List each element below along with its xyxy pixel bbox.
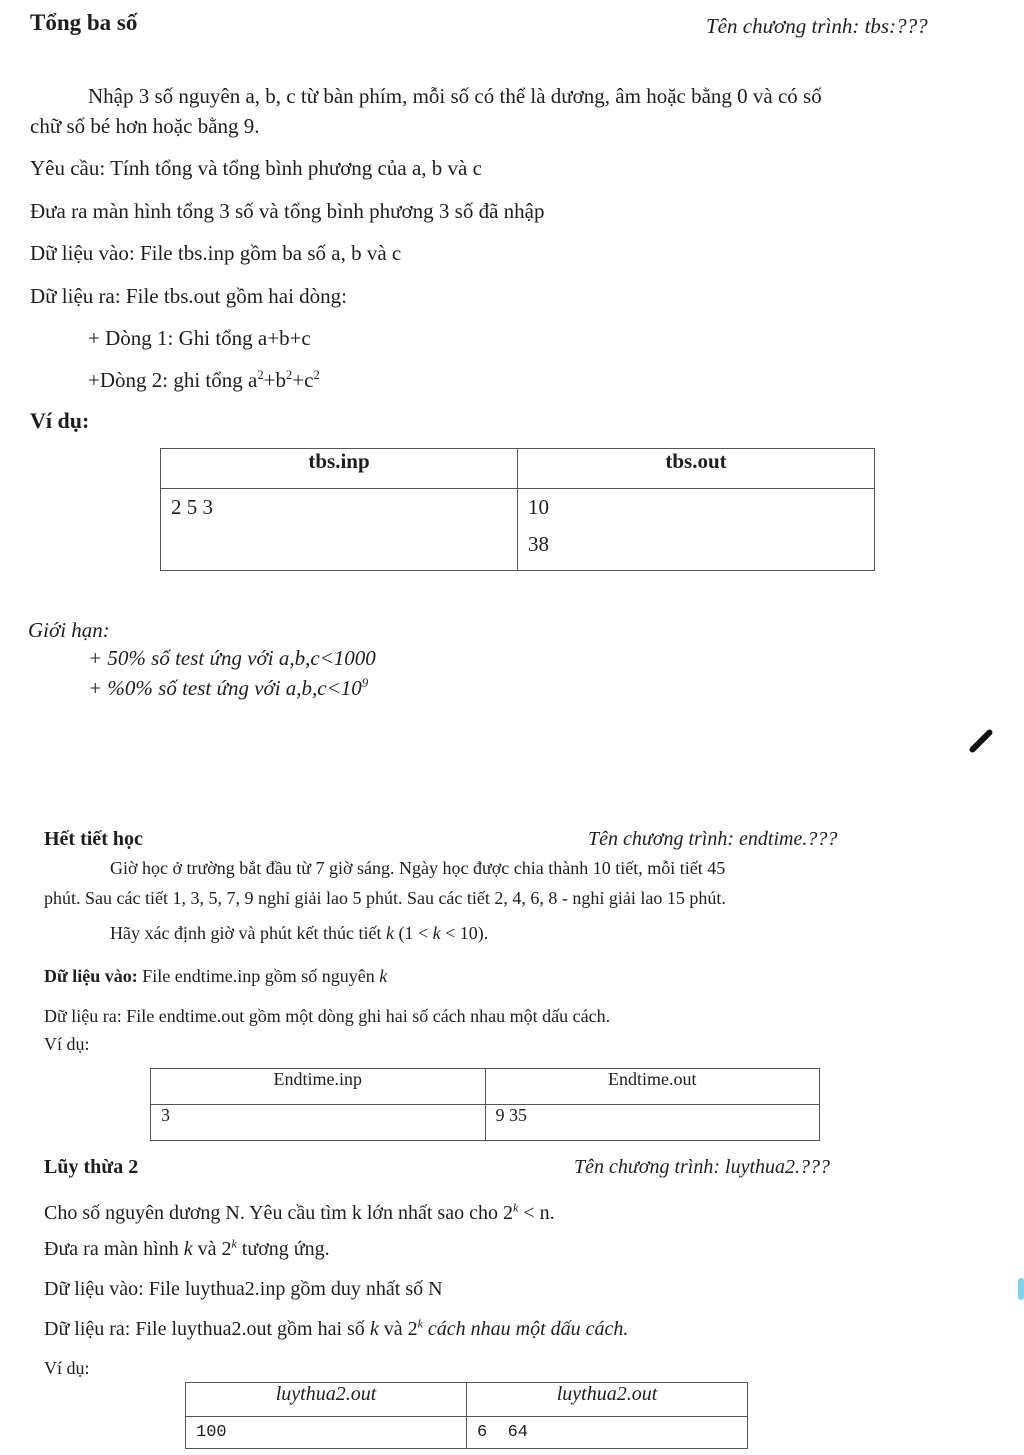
problem1-output: Dữ liệu ra: File tbs.out gồm hai dòng: <box>30 284 348 308</box>
problem2-body2: phút. Sau các tiết 1, 3, 5, 7, 9 nghỉ giải lao 5 phút. Sau các tiết 2, 4, 6, 8 - nghỉ giải lao 15 phút. <box>44 888 726 908</box>
problem1-example-table <box>160 448 875 571</box>
problem1-limit1: + 50% số test ứng với a,b,c<1000 <box>88 646 376 670</box>
problem3-given: Cho số nguyên dương N. Yêu cầu tìm k lớn nhất sao cho $2^k < n$. <box>44 1200 555 1224</box>
problem1-input: Dữ liệu vào: File tbs.inp gồm ba số a, b và c <box>30 241 402 265</box>
problem3-program-name: Tên chương trình: luythua2.??? <box>574 1156 831 1178</box>
problem3-input: Dữ liệu vào: File luythua2.inp gồm duy nhất số N <box>44 1278 443 1300</box>
table-header-inp: Endtime.inp <box>151 1069 486 1105</box>
problem1-intro-line2: chữ số bé hơn hoặc bằng 9. <box>30 114 260 138</box>
table-cell-inp: 3 <box>151 1105 486 1141</box>
problem1-limit2: + %0% số test ứng với $a,b,c<10^9$ <box>88 676 369 700</box>
table-header-out: luythua2.out <box>467 1383 748 1417</box>
problem1-program-name: Tên chương trình: tbs:??? <box>706 14 928 38</box>
problem2-program-name: Tên chương trình: endtime.??? <box>588 828 838 850</box>
table-header-inp: tbs.inp <box>161 449 518 489</box>
table-cell-out: 9 35 <box>485 1105 820 1141</box>
problem1-limits-title: Giới hạn: <box>28 618 110 642</box>
table-cell-inp: 100 <box>186 1417 467 1449</box>
problem3-example-table <box>185 1382 748 1449</box>
problem2-example-table <box>150 1068 820 1141</box>
problem2-title: Hết tiết học <box>44 828 143 850</box>
table-cell-out: 10 38 <box>518 489 875 571</box>
problem3-output: Dữ liệu ra: File luythua2.out gồm hai số k và 2$^k$ cách nhau một dấu cách. <box>44 1316 629 1340</box>
problem2-input: Dữ liệu vào: File endtime.inp gồm số nguyên k <box>44 966 388 986</box>
problem1-requirement: Yêu cầu: Tính tổng và tổng bình phương của a, b và c <box>30 156 482 180</box>
problem1-output-line2: +Dòng 2: ghi tổng $a^2+b^2+c^2$ <box>88 368 320 392</box>
problem3-display: Đưa ra màn hình k và 2$^k$ tương ứng. <box>44 1236 330 1260</box>
problem2-output: Dữ liệu ra: File endtime.out gồm một dòng ghi hai số cách nhau một dấu cách. <box>44 1006 611 1026</box>
pen-mark <box>968 728 993 753</box>
problem3-title: Lũy thừa 2 <box>44 1156 139 1178</box>
table-cell-inp: 2 5 3 <box>161 489 518 571</box>
problem1-output-line1: + Dòng 1: Ghi tổng a+b+c <box>88 326 311 350</box>
problem2-body1: Giờ học ở trường bắt đầu từ 7 giờ sáng. Ngày học được chia thành 10 tiết, mỗi tiết 45 <box>110 858 726 878</box>
table-header-out: tbs.out <box>518 449 875 489</box>
problem3-example-label: Ví dụ: <box>44 1358 90 1378</box>
table-header-out: Endtime.out <box>485 1069 820 1105</box>
table-header-inp: luythua2.out <box>186 1383 467 1417</box>
problem1-example-label: Ví dụ: <box>30 408 90 433</box>
problem2-example-label: Ví dụ: <box>44 1034 90 1054</box>
problem1-title: Tổng ba số <box>30 10 138 35</box>
scroll-indicator <box>1018 1278 1024 1300</box>
table-cell-out: 6 64 <box>467 1417 748 1449</box>
problem1-intro-line1: Nhập 3 số nguyên a, b, c từ bàn phím, mỗi số có thể là dương, âm hoặc bằng 0 và có số <box>88 84 822 108</box>
problem1-display: Đưa ra màn hình tổng 3 số và tổng bình phương 3 số đã nhập <box>30 199 545 223</box>
problem2-body3: Hãy xác định giờ và phút kết thúc tiết k (1 < k < 10). <box>110 923 489 943</box>
